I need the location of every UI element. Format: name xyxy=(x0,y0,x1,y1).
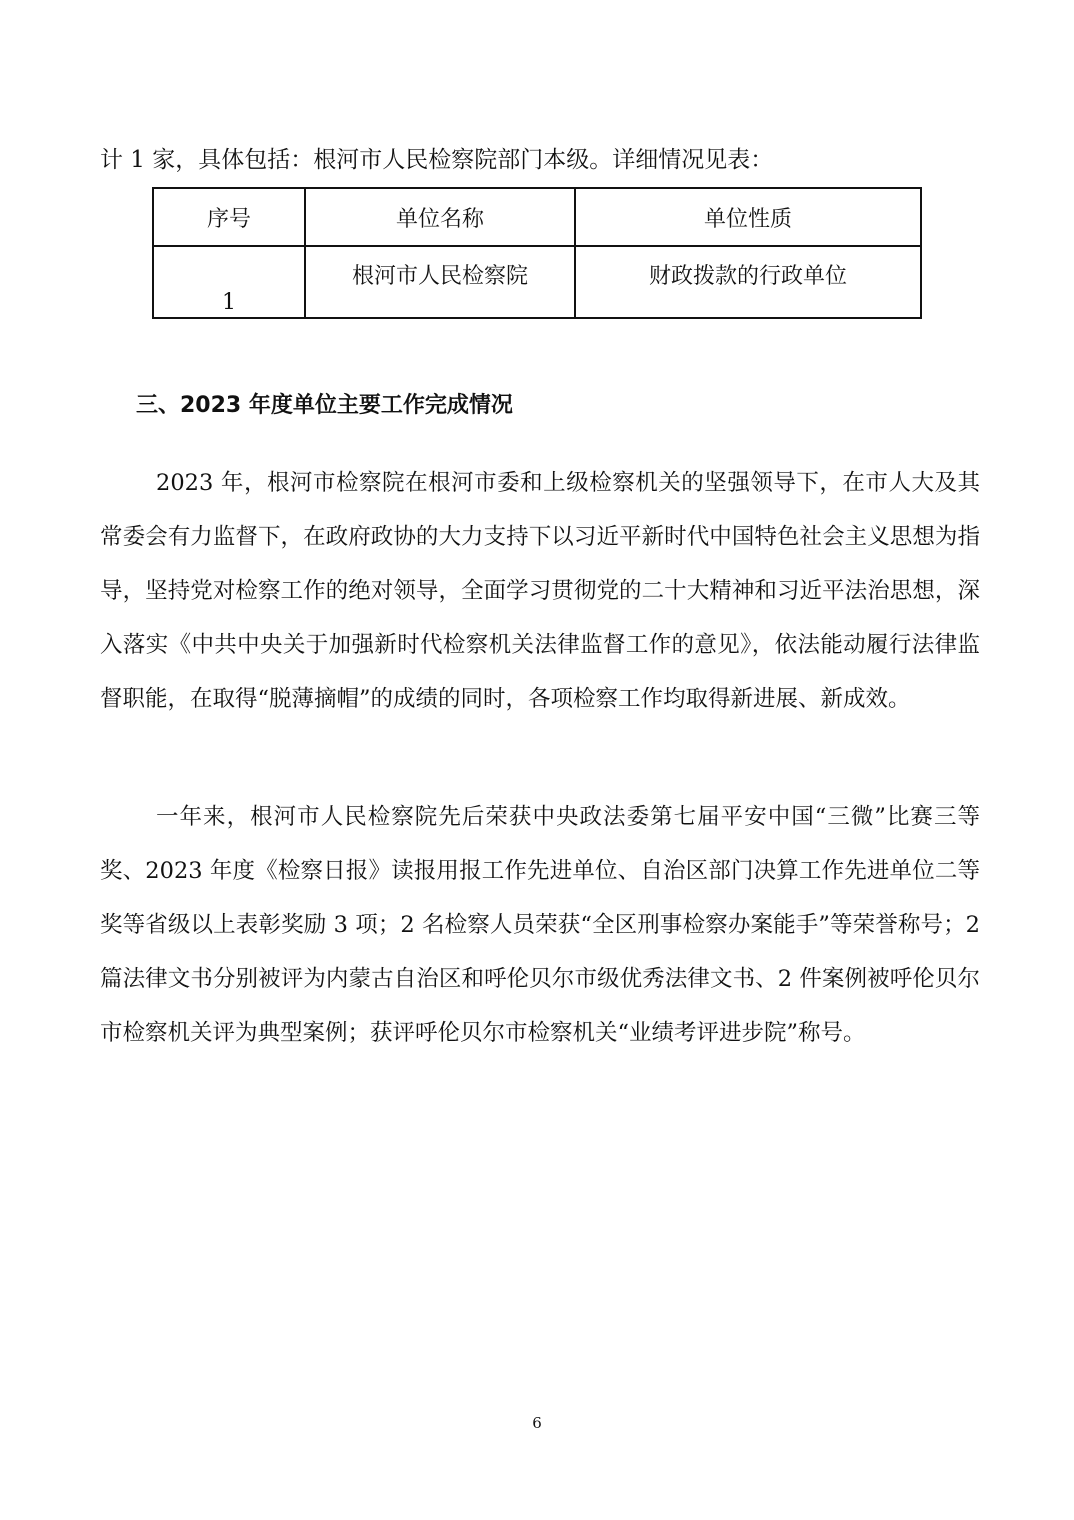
table-row xyxy=(153,246,921,318)
table-header-seq: 序号 xyxy=(153,188,305,246)
table-header-unit-nature: 单位性质 xyxy=(575,188,921,246)
table-header-row xyxy=(153,188,921,246)
paragraph-awards: 一年来，根河市人民检察院先后荣获中央政法委第七届平安中国“三微”比赛三等奖、2023 年度《检察日报》读报用报工作先进单位、自治区部门决算工作先进单位二等奖等省级以上表彰奖励 3 项；2 名检察人员荣获“全区刑事检察办案能手”等荣誉称号；2 篇法律文书分别被评为内蒙古自治区和呼伦贝尔市级优秀法律文书、2 件案例被呼伦贝尔市检察机关评为典型案例；获评呼伦贝尔市检察机关“业绩考评进步院”称号。 xyxy=(100,804,980,1046)
table-header-unit-name: 单位名称 xyxy=(305,188,575,246)
page-number: 6 xyxy=(532,1414,542,1432)
table-cell-unit-nature: 财政拨款的行政单位 xyxy=(575,246,921,318)
unit-table xyxy=(152,187,922,319)
table-cell-unit-name: 根河市人民检察院 xyxy=(305,246,575,318)
section-heading: 三、2023 年度单位主要工作完成情况 xyxy=(136,393,513,418)
paragraph-work-summary: 2023 年，根河市检察院在根河市委和上级检察机关的坚强领导下，在市人大及其常委会有力监督下，在政府政协的大力支持下以习近平新时代中国特色社会主义思想为指导，坚持党对检察工作的绝对领导，全面学习贯彻党的二十大精神和习近平法治思想，深入落实《中共中央关于加强新时代检察机关法律监督工作的意见》，依法能动履行法律监督职能，在取得“脱薄摘帽”的成绩的同时，各项检察工作均取得新进展、新成效。 xyxy=(100,470,980,712)
table-cell-seq: 1 xyxy=(153,246,305,318)
intro-line: 计 1 家，具体包括：根河市人民检察院部门本级。详细情况见表： xyxy=(100,147,774,173)
